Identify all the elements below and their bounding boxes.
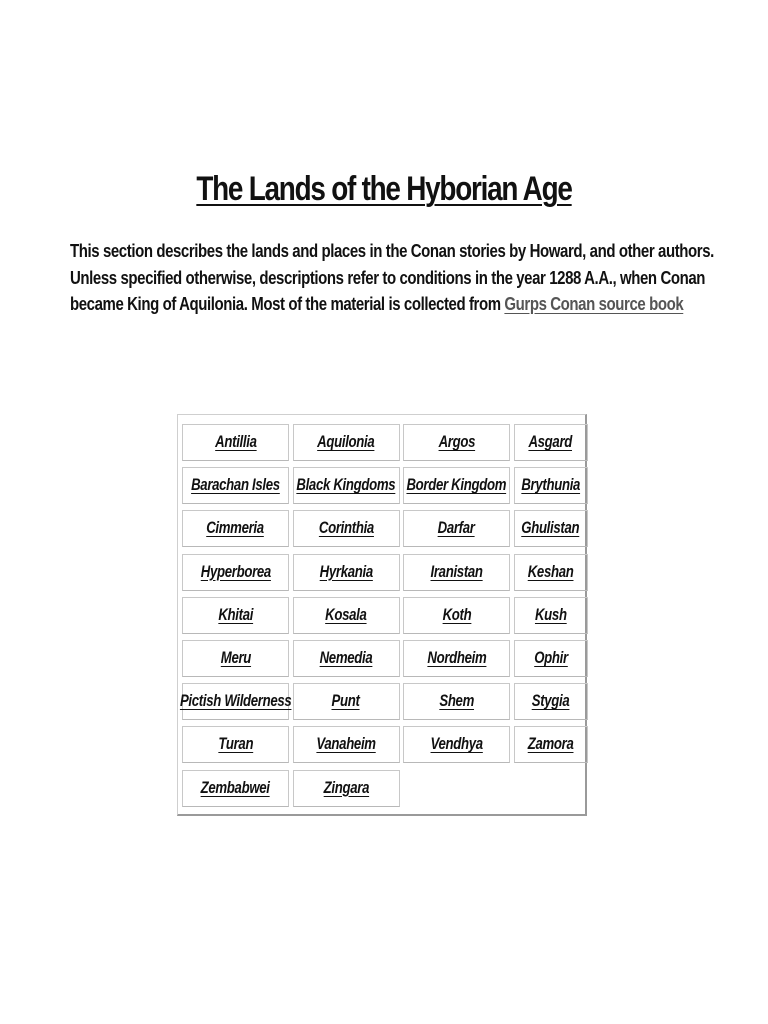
land-link[interactable]: Vendhya — [430, 735, 483, 754]
land-link[interactable]: Zingara — [323, 778, 369, 797]
land-cell — [403, 554, 510, 591]
land-cell — [182, 597, 289, 634]
land-cell — [514, 640, 588, 677]
land-link[interactable]: Brythunia — [521, 476, 580, 495]
land-cell — [514, 597, 588, 634]
land-cell — [293, 726, 400, 763]
land-link[interactable]: Punt — [331, 692, 361, 711]
intro-paragraph — [70, 238, 714, 318]
land-link[interactable]: Barachan Isles — [191, 476, 280, 495]
land-link[interactable]: Hyrkania — [319, 562, 373, 581]
land-link[interactable]: Black Kingdoms — [296, 476, 396, 495]
land-cell — [182, 726, 289, 763]
land-cell — [514, 424, 588, 461]
land-cell — [182, 640, 289, 677]
land-cell — [182, 770, 289, 807]
land-cell — [182, 467, 289, 504]
land-link[interactable]: Koth — [442, 605, 471, 624]
land-cell — [182, 424, 289, 461]
land-cell — [403, 640, 510, 677]
land-link[interactable]: Vanaheim — [316, 735, 376, 754]
land-link[interactable]: Iranistan — [430, 562, 483, 581]
land-link[interactable]: Darfar — [438, 519, 475, 538]
land-link[interactable]: Zembabwei — [200, 778, 270, 797]
intro-line-3 — [70, 291, 686, 318]
land-link[interactable]: Khitai — [218, 605, 253, 624]
land-link[interactable]: Kush — [534, 605, 567, 624]
land-link[interactable]: Zamora — [527, 735, 574, 754]
land-cell — [514, 683, 588, 720]
intro-line-2: Unless specified otherwise, descriptions refer to conditions in the year 1288 A.A., when Conan — [70, 266, 706, 288]
source-book-link[interactable]: Gurps Conan source book — [504, 293, 684, 314]
land-cell — [403, 597, 510, 634]
intro-line-3-text: became King of Aquilonia. Most of the material is collected from — [70, 293, 505, 314]
land-link[interactable]: Turan — [218, 735, 253, 754]
land-cell — [403, 424, 510, 461]
land-cell — [403, 510, 510, 547]
land-link[interactable]: Pictish Wilderness — [179, 692, 292, 711]
land-link[interactable]: Ghulistan — [521, 519, 580, 538]
land-cell — [293, 770, 400, 807]
land-cell — [179, 683, 292, 720]
land-cell — [403, 683, 510, 720]
land-cell — [403, 467, 510, 504]
land-cell — [293, 597, 400, 634]
land-cell — [182, 510, 289, 547]
land-link[interactable]: Cimmeria — [206, 519, 265, 538]
land-cell — [514, 726, 588, 763]
land-cell — [293, 554, 400, 591]
land-link[interactable]: Asgard — [528, 433, 573, 451]
land-cell — [403, 726, 510, 763]
land-cell — [514, 467, 588, 504]
land-cell — [293, 424, 400, 461]
land-link[interactable]: Hyperborea — [200, 562, 271, 581]
land-link[interactable]: Antillia — [214, 433, 257, 451]
intro-line-1: This section describes the lands and places in the Conan stories by Howard, and other authors. — [70, 240, 714, 261]
land-cell — [293, 640, 400, 677]
land-cell — [182, 554, 289, 591]
land-link[interactable]: Border Kingdom — [406, 476, 507, 495]
page-title: The Lands of the Hyborian Age — [196, 170, 572, 208]
land-link[interactable]: Meru — [220, 648, 251, 667]
land-link[interactable]: Argos — [438, 433, 475, 451]
land-cell — [514, 510, 588, 547]
land-link[interactable]: Stygia — [531, 692, 570, 711]
land-cell — [293, 683, 400, 720]
lands-table — [177, 414, 587, 816]
land-link[interactable]: Keshan — [527, 562, 574, 581]
lands-grid — [179, 424, 588, 807]
land-link[interactable]: Shem — [439, 692, 474, 711]
land-link[interactable]: Corinthia — [318, 519, 374, 538]
land-link[interactable]: Nemedia — [319, 648, 373, 667]
land-link[interactable]: Kosala — [325, 605, 367, 624]
land-link[interactable]: Ophir — [533, 648, 568, 667]
land-cell — [293, 510, 400, 547]
land-link[interactable]: Aquilonia — [317, 433, 375, 451]
land-cell — [293, 467, 400, 504]
land-cell — [514, 554, 588, 591]
land-link[interactable]: Nordheim — [426, 648, 487, 667]
